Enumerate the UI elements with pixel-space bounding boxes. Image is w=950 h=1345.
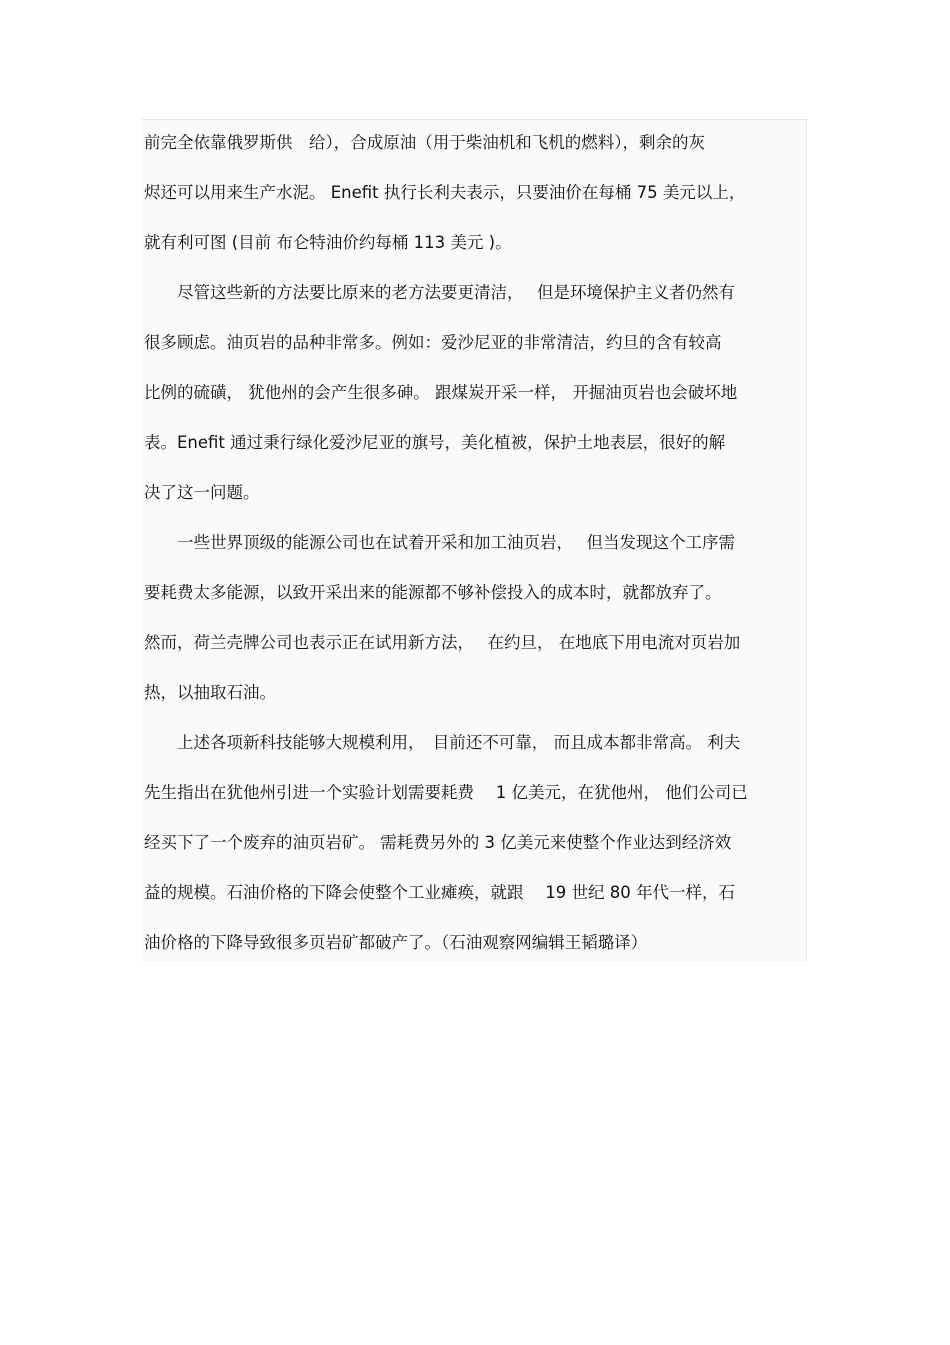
- text-line-9: 一些世界顶级的能源公司也在试着开采和加工油页岩， 但当发现这个工序需: [144, 533, 735, 552]
- text-line-1: 前完全依靠俄罗斯供 给），合成原油（用于柴油机和飞机的燃料），剩余的灰: [144, 133, 705, 152]
- text-line-12: 热，以抽取石油。: [144, 683, 276, 702]
- text-line-15: 经买下了一个废弃的油页岩矿。 需耗费另外的 3 亿美元来使整个作业达到经济效: [144, 833, 732, 852]
- text-line-13: 上述各项新科技能够大规模利用， 目前还不可靠， 而且成本都非常高。 利夫: [144, 733, 741, 752]
- article-text-block: [142, 119, 807, 962]
- text-line-10: 要耗费太多能源，以致开采出来的能源都不够补偿投入的成本时，就都放弃了。: [144, 583, 722, 602]
- text-line-6: 比例的硫磺， 犹他州的会产生很多砷。 跟煤炭开采一样， 开掘油页岩也会破坏地: [144, 383, 738, 402]
- text-line-7: 表。Enefit 通过秉行绿化爱沙尼亚的旗号，美化植被，保护土地表层，很好的解: [144, 433, 726, 452]
- text-line-16: 益的规模。石油价格的下降会使整个工业瘫痪，就跟 19 世纪 80 年代一样，石: [144, 883, 735, 902]
- text-line-8: 决了这一问题。: [144, 483, 260, 502]
- text-line-5: 很多顾虑。油页岩的品种非常多。例如：爱沙尼亚的非常清洁，约旦的含有较高: [144, 333, 722, 352]
- text-line-4: 尽管这些新的方法要比原来的老方法要更清洁， 但是环境保护主义者仍然有: [144, 283, 735, 302]
- text-line-14: 先生指出在犹他州引进一个实验计划需要耗费 1 亿美元，在犹他州， 他们公司已: [144, 783, 748, 802]
- text-line-3: 就有利可图 (目前 布仑特油价约每桶 113 美元 )。: [144, 233, 512, 252]
- text-line-2: 烬还可以用来生产水泥。 Enefit 执行长利夫表示，只要油价在每桶 75 美元以上，: [144, 183, 746, 202]
- text-line-17: 油价格的下降导致很多页岩矿都破产了。（石油观察网编辑王韬璐译）: [144, 933, 648, 952]
- text-line-11: 然而，荷兰壳牌公司也表示正在试用新方法， 在约旦， 在地底下用电流对页岩加: [144, 633, 741, 652]
